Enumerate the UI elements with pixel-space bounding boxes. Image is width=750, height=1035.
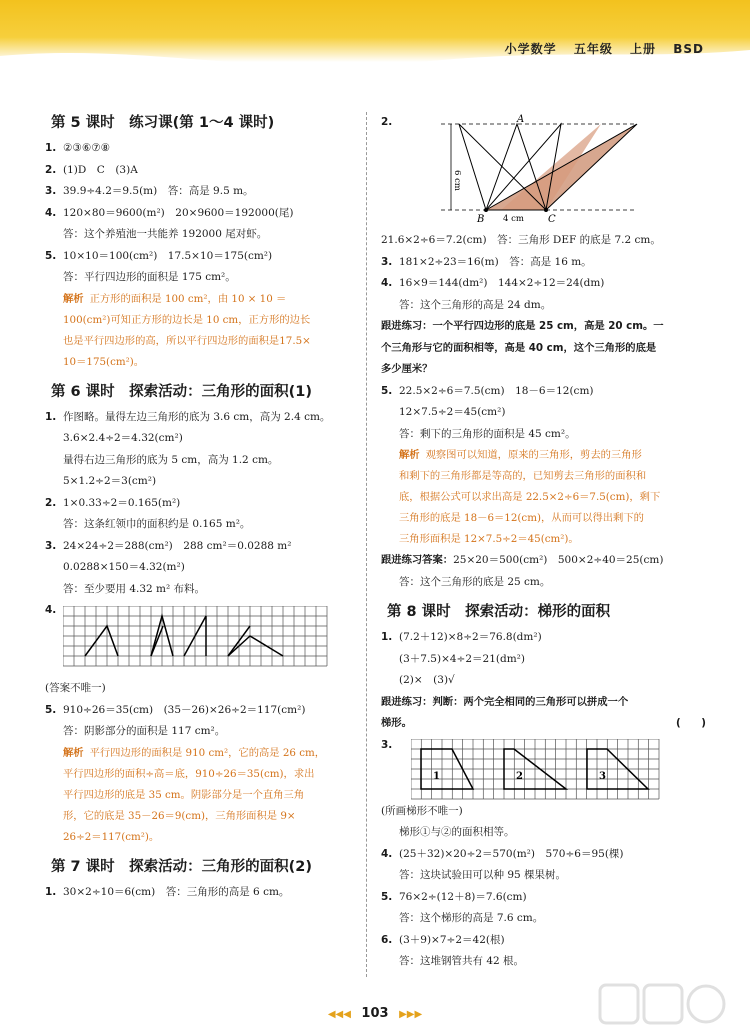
header-subject: 小学数学 [504, 42, 557, 56]
follow-answer-label: 跟进练习答案： [381, 554, 454, 566]
l8-q6-line: 答：这堆钢管共有 42 根。 [399, 955, 525, 967]
l6-q4-note: (答案不唯一) [45, 682, 106, 694]
explanation-line: 100(cm²)可知正方形的边长是 10 cm，正方形的边长 [63, 313, 311, 326]
width-label: 4 cm [503, 214, 524, 224]
q-num: 5. [45, 703, 57, 716]
l6-q2-line: 1×0.33÷2＝0.165(m²) [63, 496, 181, 509]
explanation-line: 平行四边形的面积÷高＝底，910÷26＝35(cm)，求出 [63, 767, 315, 780]
l8-follow-blank: ( ) [675, 717, 706, 729]
explanation-tag: 解析 [399, 449, 420, 461]
q-num: 3. [45, 185, 57, 197]
height-label: 6 cm [452, 170, 462, 191]
l8-q1-line: (7.2＋12)×8÷2＝76.8(dm²) [399, 631, 542, 643]
l8-q1-line: (2)× (3)√ [399, 674, 455, 686]
q-num: 2. [45, 163, 57, 176]
header-volume: 上册 [630, 42, 657, 56]
r-q5-line: 答：剩下的三角形的面积是 45 cm²。 [399, 427, 576, 440]
l6-q1-line: 5×1.2÷2＝3(cm²) [63, 475, 157, 487]
explanation-line: 10＝175(cm²)。 [63, 355, 145, 368]
triangle-abc-figure [441, 112, 641, 228]
explanation-line: 26÷2＝117(cm²)。 [63, 830, 160, 843]
q-num: 5. [381, 384, 393, 397]
vertex-a-label: A [517, 114, 525, 125]
explanation-line: 底，根据公式可以求出高是 22.5×2÷6＝7.5(cm)，剩下 [399, 491, 661, 503]
q-num: 3. [45, 539, 57, 552]
q-num: 4. [45, 206, 57, 219]
explanation-line: 平行四边形的面积是 910 cm²，它的高是 26 cm， [89, 746, 326, 759]
q-num: 4. [381, 847, 393, 860]
r-q2-answer: 21.6×2÷6＝7.2(cm) 答：三角形 DEF 的底是 7.2 cm。 [381, 234, 661, 246]
l8-q6-line: (3＋9)×7÷2＝42(根) [399, 933, 505, 946]
l8-q5-line: 76×2÷(12＋8)＝7.6(cm) [399, 890, 527, 903]
follow-answer: 25×20＝500(cm²) 500×2÷40＝25(cm) [453, 554, 664, 566]
q-num: 2. [45, 496, 57, 509]
l5-q2: (1)D C (3)A [63, 163, 138, 176]
explanation-line: 和剩下的三角形都是等高的，已知剪去三角形的面积和 [399, 470, 647, 482]
header-grade: 五年级 [573, 42, 613, 56]
l8-q3-note: (所画梯形不唯一) [381, 804, 463, 817]
triangle-grid-figure [63, 606, 331, 676]
l5-q4b: 答：这个养殖池一共能养 192000 尾对虾。 [63, 228, 268, 240]
header-title [493, 40, 704, 57]
r-q5-line: 22.5×2÷6＝7.5(cm) 18－6＝12(cm) [399, 384, 594, 397]
left-column [45, 108, 367, 903]
l6-q2-line: 答：这条红领巾的面积约是 0.165 m²。 [63, 518, 251, 530]
l6-q5-line: 答：阴影部分的面积是 117 cm²。 [63, 725, 226, 737]
q-num: 3. [381, 255, 393, 268]
explanation-line: 也是平行四边形的高，所以平行四边形的面积是17.5× [63, 334, 311, 347]
l5-explanation [45, 289, 367, 373]
l5-q4a: 120×80＝9600(m²) 20×9600＝192000(尾) [63, 206, 294, 219]
trapezoid-label: 2 [516, 770, 523, 782]
q-num: 1. [45, 885, 57, 898]
follow-practice-line: 个三角形与它的面积相等，高是 40 cm，这个三角形的底是 [381, 341, 657, 354]
header-edition: BSD [673, 42, 704, 56]
explanation-line: 观察图可以知道，原来的三角形，剪去的三角形 [425, 449, 642, 461]
right-column [381, 112, 706, 973]
l8-follow-line: 梯形。 [381, 717, 412, 729]
explanation-line: 形，它的底是 35－26＝9(cm)，三角形面积是 9× [63, 809, 296, 822]
l6-q3-line: 答：至少要用 4.32 m² 布料。 [63, 582, 206, 595]
follow-answer-line: 答：这个三角形的底是 25 cm。 [399, 575, 551, 588]
lesson-5-title: 第 5 课时 练习课(第 1～4 课时) [51, 115, 275, 131]
q-num: 5. [45, 249, 57, 262]
next-arrows-icon: ▶▶▶ [399, 1009, 423, 1020]
l8-q3-answer: 梯形①与②的面积相等。 [399, 826, 515, 838]
q-num: 3. [381, 738, 393, 751]
vertex-b-label: B [477, 214, 485, 225]
q-num: 1. [45, 410, 57, 423]
l8-q4-line: 答：这块试验田可以种 95 棵果树。 [399, 869, 567, 881]
l6-q1-line: 3.6×2.4÷2＝4.32(cm²) [63, 432, 183, 444]
q-num: 4. [381, 277, 393, 289]
prev-arrows-icon: ◀◀◀ [327, 1009, 351, 1020]
q-num: 1. [45, 142, 57, 154]
l7-q1: 30×2÷10＝6(cm) 答：三角形的高是 6 cm。 [63, 885, 290, 898]
page-number: 103 [361, 1006, 389, 1021]
r-q4-line: 16×9＝144(dm²) 144×2÷12＝24(dm) [399, 277, 605, 289]
l8-q1-line: (3＋7.5)×4÷2＝21(dm²) [399, 652, 525, 665]
l8-follow-line: 跟进练习：判断：两个完全相同的三角形可以拼成一个 [381, 695, 629, 708]
watermark-logo-icon [598, 981, 728, 1027]
l5-q3: 39.9÷4.2＝9.5(m) 答：高是 9.5 m。 [63, 185, 254, 197]
r-explanation [381, 445, 706, 550]
r-q3: 181×2÷23＝16(m) 答：高是 16 m。 [399, 255, 592, 268]
l5-q5b: 答：平行四边形的面积是 175 cm²。 [63, 271, 236, 283]
l6-q5-line: 910÷26＝35(cm) (35－26)×26÷2＝117(cm²) [63, 703, 306, 716]
l6-explanation [45, 743, 367, 848]
explanation-line: 三角形面积是 12×7.5÷2＝45(cm²)。 [399, 533, 579, 545]
q-num: 2. [381, 116, 393, 128]
vertex-c-label: C [548, 214, 556, 225]
trapezoid-grid-figure [411, 739, 661, 801]
l8-q4-line: (25＋32)×20÷2＝570(m²) 570÷6＝95(棵) [399, 847, 624, 860]
r-q4-line: 答：这个三角形的高是 24 dm。 [399, 298, 552, 311]
explanation-line: 平行四边形的底是 35 cm。阴影部分是一个直角三角 [63, 788, 305, 801]
q-num: 4. [45, 604, 57, 616]
q-num: 5. [381, 890, 393, 903]
explanation-tag: 解析 [63, 292, 84, 305]
l5-q1: ②③⑥⑦⑧ [63, 142, 111, 154]
explanation-line: 正方形的面积是 100 cm²，由 10 × 10 ＝ [89, 292, 287, 305]
l8-q5-line: 答：这个梯形的高是 7.6 cm。 [399, 912, 544, 924]
r-q5-line: 12×7.5÷2＝45(cm²) [399, 406, 506, 418]
follow-practice-line: 跟进练习：一个平行四边形的底是 25 cm，高是 20 cm。一 [381, 320, 664, 332]
follow-practice-line: 多少厘米？ [381, 363, 433, 375]
l6-q1-line: 作图略。量得左边三角形的底为 3.6 cm，高为 2.4 cm。 [63, 410, 331, 423]
explanation-line: 三角形的底是 18－6＝12(cm)，从而可以得出剩下的 [399, 512, 644, 524]
q-num: 6. [381, 933, 393, 946]
l5-q5a: 10×10＝100(cm²) 17.5×10＝175(cm²) [63, 249, 273, 262]
explanation-tag: 解析 [63, 746, 84, 759]
lesson-8-title: 第 8 课时 探索活动：梯形的面积 [387, 604, 611, 620]
l6-q1-line: 量得右边三角形的底为 5 cm，高为 1.2 cm。 [63, 453, 279, 466]
lesson-7-title: 第 7 课时 探索活动：三角形的面积(2) [51, 858, 313, 875]
l6-q3-line: 0.0288×150＝4.32(m²) [63, 561, 185, 573]
trapezoid-label: 3 [599, 770, 606, 782]
q-num: 1. [381, 631, 393, 643]
lesson-6-title: 第 6 课时 探索活动：三角形的面积(1) [51, 383, 313, 400]
l6-q3-line: 24×24÷2＝288(cm²) 288 cm²＝0.0288 m² [63, 539, 292, 552]
trapezoid-label: 1 [433, 770, 440, 782]
